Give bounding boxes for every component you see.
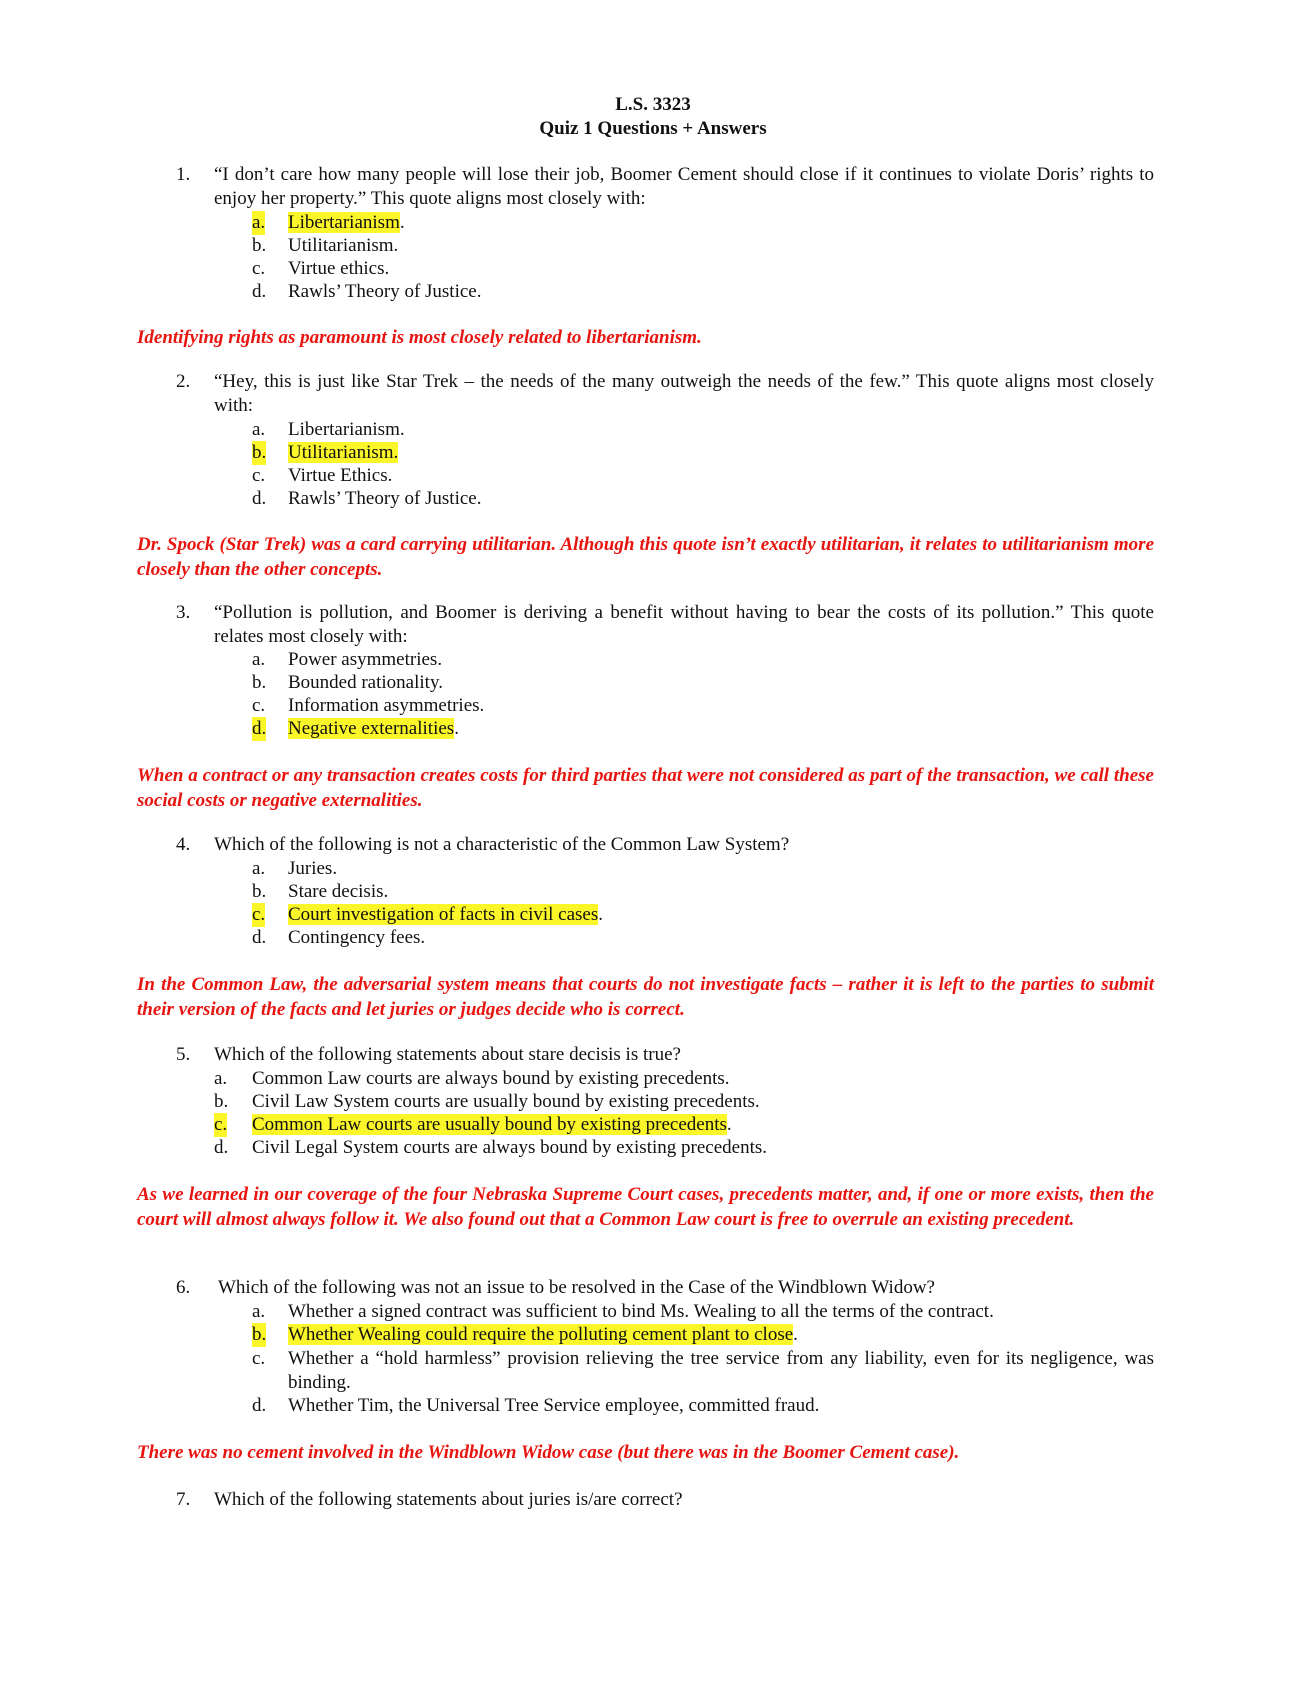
question-number: 2.	[176, 371, 191, 392]
option-tail: .	[726, 1114, 732, 1135]
option-letter: b.	[252, 881, 267, 902]
option-letter: a.	[252, 419, 266, 440]
question-text: Which of the following statements about juries is/are correct?	[214, 1489, 683, 1510]
option-tail: .	[793, 1324, 798, 1345]
option-text: Juries.	[288, 858, 338, 879]
question-text: Which of the following is not a characteristic of the Common Law System?	[214, 834, 790, 855]
option-letter: c.	[252, 465, 266, 486]
option-letter: b.	[214, 1091, 229, 1112]
question-text: “I don’t care how many people will lose their job, Boomer Cement should close if it continues to violate Doris’ rights to enjoy her property.” This quote aligns most closely with:	[214, 164, 1154, 209]
option-letter: b.	[252, 235, 267, 256]
option-letter: a.	[252, 1301, 266, 1322]
question-text: “Pollution is pollution, and Boomer is deriving a benefit without having to bear the costs of its pollution.” This quote relates most closely with:	[214, 602, 1154, 647]
question-number: 4.	[176, 834, 191, 855]
correct-answer-highlight: Utilitarianism.	[288, 442, 399, 463]
option-letter: d.	[252, 718, 267, 739]
option-tail: .	[454, 718, 459, 739]
option-letter: a.	[214, 1068, 228, 1089]
option-letter: c.	[252, 1348, 266, 1369]
course-title: L.S. 3323	[615, 94, 691, 115]
question-text: Which of the following was not an issue to be resolved in the Case of the Windblown Widow?	[218, 1277, 935, 1298]
option-letter: d.	[214, 1137, 229, 1158]
option-letter: d.	[252, 1395, 267, 1416]
explanation-1: Identifying rights as paramount is most closely related to libertarianism.	[137, 327, 702, 348]
option-letter: d.	[252, 488, 267, 509]
correct-answer-highlight: Whether Wealing could require the polluting cement plant to close	[288, 1324, 794, 1345]
option-text: Stare decisis.	[288, 881, 389, 902]
explanation-2: Dr. Spock (Star Trek) was a card carrying utilitarian. Although this quote isn’t exactly utilitarian, it relates to utilitarianism more closely than the other concepts.	[137, 534, 1154, 580]
question-text: Which of the following statements about stare decisis is true?	[214, 1044, 681, 1065]
option-letter: a.	[252, 858, 266, 879]
option-text: Contingency fees.	[288, 927, 426, 948]
option-text: Common Law courts are always bound by existing precedents.	[252, 1068, 730, 1089]
quiz-subtitle: Quiz 1 Questions + Answers	[539, 118, 767, 139]
option-letter: d.	[252, 927, 267, 948]
option-letter: c.	[252, 695, 266, 716]
option-text: Whether a signed contract was sufficient to bind Ms. Wealing to all the terms of the contract.	[288, 1301, 994, 1322]
option-text: Information asymmetries.	[288, 695, 485, 716]
option-letter: c.	[214, 1114, 228, 1135]
question-text: “Hey, this is just like Star Trek – the needs of the many outweigh the needs of the few.” This quote aligns most closely with:	[214, 371, 1154, 416]
explanation-3: When a contract or any transaction creates costs for third parties that were not considered as part of the transaction, we call these social costs or negative externalities.	[137, 765, 1154, 811]
option-text: Civil Legal System courts are always bound by existing precedents.	[252, 1137, 767, 1158]
option-letter: b.	[252, 1324, 267, 1345]
option-text: Virtue Ethics.	[288, 465, 393, 486]
correct-answer-highlight: Negative externalities	[288, 718, 455, 739]
explanation-4: In the Common Law, the adversarial system means that courts do not investigate facts – rather it is left to the parties to submit their version of the facts and let juries or judges decide who is correct.	[137, 974, 1154, 1020]
option-text: Power asymmetries.	[288, 649, 443, 670]
option-text: Libertarianism.	[288, 419, 405, 440]
option-tail: .	[399, 212, 405, 233]
option-text: Virtue ethics.	[288, 258, 390, 279]
explanation-6: There was no cement involved in the Windblown Widow case (but there was in the Boomer Cement case).	[137, 1442, 960, 1463]
correct-answer-highlight: Common Law courts are usually bound by existing precedents	[252, 1114, 727, 1135]
question-number: 5.	[176, 1044, 191, 1065]
option-text: Civil Law System courts are usually bound by existing precedents.	[252, 1091, 760, 1112]
option-letter: a.	[252, 212, 266, 233]
option-letter: d.	[252, 281, 267, 302]
option-tail: .	[598, 904, 604, 925]
correct-answer-highlight: Court investigation of facts in civil cases	[288, 904, 599, 925]
option-letter: c.	[252, 904, 266, 925]
option-text: Rawls’ Theory of Justice.	[288, 281, 482, 302]
question-number: 6.	[176, 1277, 191, 1298]
option-letter: b.	[252, 442, 267, 463]
option-text: Whether Tim, the Universal Tree Service employee, committed fraud.	[288, 1395, 820, 1416]
option-letter: a.	[252, 649, 266, 670]
option-text: Whether a “hold harmless” provision relieving the tree service from any liability, even for its negligence, was binding.	[288, 1348, 1154, 1393]
option-text: Bounded rationality.	[288, 672, 443, 693]
option-text: Utilitarianism.	[288, 235, 399, 256]
explanation-5: As we learned in our coverage of the four Nebraska Supreme Court cases, precedents matter, and, if one or more exists, then the court will almost always follow it. We also found out that a Common Law court is free to overrule an existing precedent.	[137, 1184, 1154, 1230]
question-number: 3.	[176, 602, 191, 623]
option-letter: b.	[252, 672, 267, 693]
question-number: 1.	[176, 164, 191, 185]
option-letter: c.	[252, 258, 266, 279]
correct-answer-highlight: Libertarianism	[288, 212, 400, 233]
option-text: Rawls’ Theory of Justice.	[288, 488, 482, 509]
question-number: 7.	[176, 1489, 191, 1510]
